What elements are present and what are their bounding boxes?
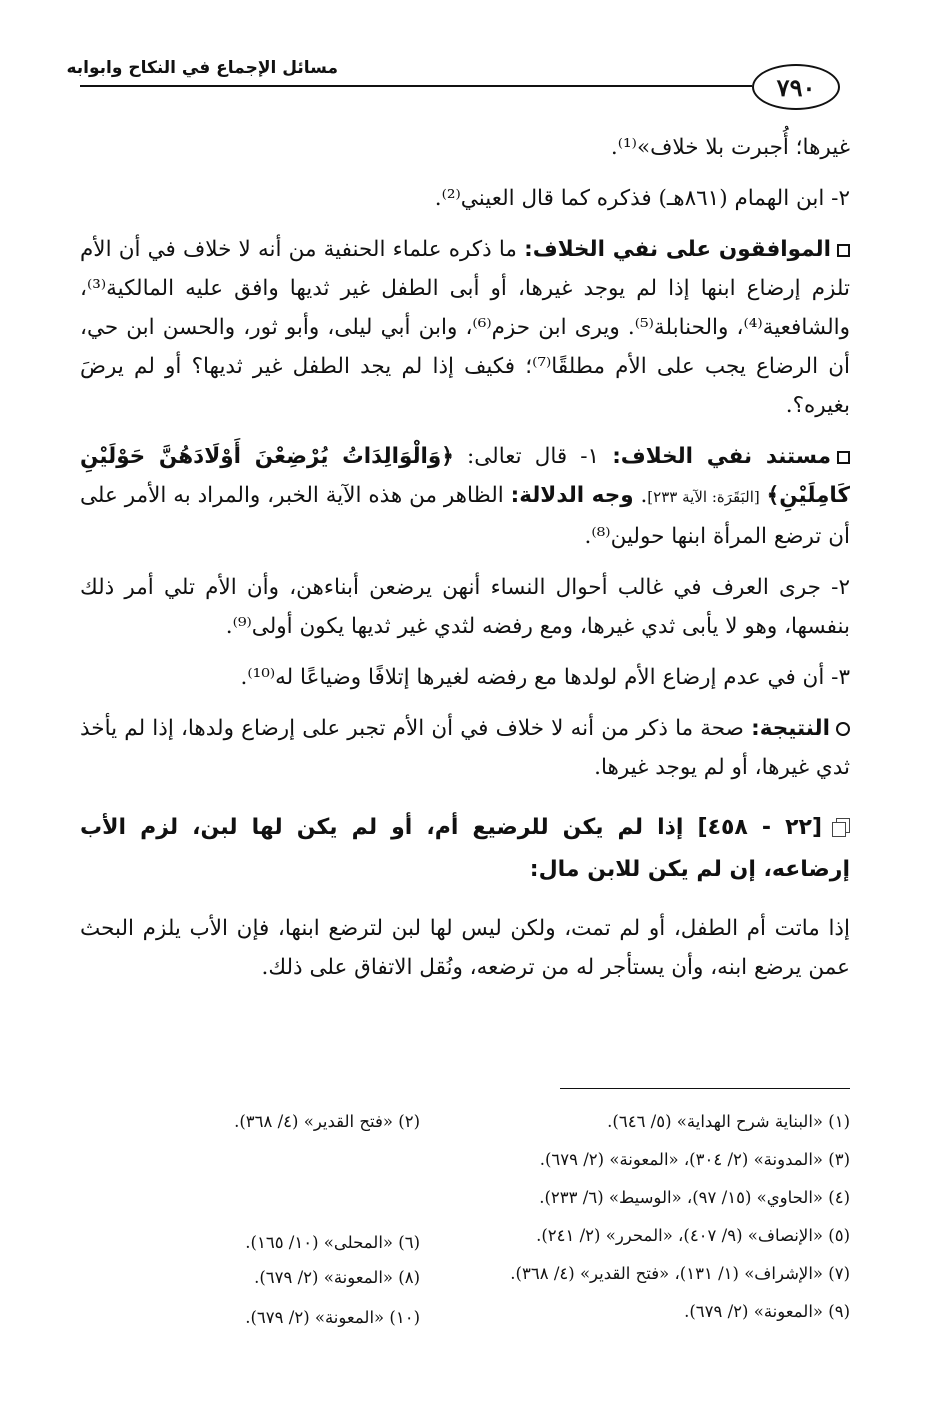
issue-heading-text: [٢٢ - ٤٥٨] إذا لم يكن للرضيع أم، أو لم يكن لها لبن، لزم الأب إرضاعه، إن لم يكن للابن مال: xyxy=(80,815,850,882)
square-bullet-icon xyxy=(837,244,850,257)
footnote-4: (٤) «الحاوي» (١٥/ ٩٧)، «الوسيط» (٦/ ٢٣٣). xyxy=(539,1188,850,1207)
paragraph-basis: مستند نفي الخلاف: ١- قال تعالى: ﴿وَالْوَالِدَاتُ يُرْضِعْنَ أَوْلَادَهُنَّ حَوْلَيْنِ كَامِلَيْنِ﴾ [البَقَرَة: الآية ٢٣٣]. وجه الدلالة: الظاهر من هذه الآية الخبر، والمراد به الأمر على أن ترضع المرأة ابنها حولين⁽⁸⁾. xyxy=(80,444,850,549)
paragraph-custom: ٢- جرى العرف في غالب أحوال النساء أنهن يرضعن أبناءهن، وأن الأم تلي أمر ذلك بنفسها، وهو لا يأبى ثدي غيرها، ومع رفضه لثدي غير ثديها يكون أولى⁽⁹⁾. xyxy=(80,575,850,639)
section-label-result: النتيجة: xyxy=(751,716,830,741)
footnote-7: (٧) «الإشراف» (١/ ١٣١)، «فتح القدير» (٤/ ٣٦٨). xyxy=(510,1264,850,1283)
paragraph-agreeing xyxy=(80,230,850,425)
paragraph-loss: ٣- أن في عدم إرضاع الأم لولدها مع رفضه لغيرها إتلافًا وضياعًا له⁽¹⁰⁾. xyxy=(240,665,850,690)
section-label-basis: مستند نفي الخلاف: xyxy=(612,444,831,469)
basis-intro: ١- قال تعالى: xyxy=(453,444,613,469)
quran-verse: ﴿وَالْوَالِدَاتُ يُرْضِعْنَ أَوْلَادَهُنَّ حَوْلَيْنِ كَامِلَيْنِ﴾ xyxy=(80,444,850,508)
issue-heading xyxy=(80,807,850,891)
footnote-1: (١) «البناية شرح الهداية» (٥/ ٦٤٦). xyxy=(607,1112,850,1131)
verse-reference: [البَقَرَة: الآية ٢٣٣] xyxy=(647,488,760,506)
footnote-6: (٦) «المحلى» (١٠/ ١٦٥). xyxy=(245,1233,420,1252)
paragraph-father-duty: إذا ماتت أم الطفل، أو لم تمت، ولكن ليس لها لبن لترضع ابنها، فإن الأب يلزم البحث عمن يرضع ابنه، وأن يستأجر له من ترضعه، ونُقل الاتفاق على ذلك. xyxy=(80,916,850,980)
header-rule xyxy=(80,85,752,87)
running-title: مسائل الإجماع في النكاح وابوابه xyxy=(66,58,338,78)
footnote-2: (٢) «فتح القدير» (٤/ ٣٦٨). xyxy=(234,1112,420,1131)
section-label-evidence: وجه الدلالة: xyxy=(510,483,634,508)
paragraph-quote-end: غيرها؛ أُجبرت بلا خلاف»⁽¹⁾. xyxy=(610,135,850,160)
main-text xyxy=(80,128,850,999)
evidence-text: الظاهر من هذه الآية الخبر، والمراد به الأمر على أن ترضع المرأة ابنها حولين⁽⁸⁾. xyxy=(80,483,850,549)
page-number: ٧٩٠ xyxy=(752,64,840,110)
result-text: صحة ما ذكر من أنه لا خلاف في أن الأم تجبر على إرضاع ولدها، إذا لم يأخذ ثدي غيرها، أو لم يوجد غيرها. xyxy=(80,716,850,780)
square-bullet-icon xyxy=(837,451,850,464)
agreeing-text: ما ذكره علماء الحنفية من أنه لا خلاف في أن الأم تلزم إرضاع ابنها إذا لم يوجد غيرها، أو أبى الطفل غير ثديها وافق عليه المالكية⁽³⁾، والشافعية⁽⁴⁾، والحنابلة⁽⁵⁾. ويرى ابن حزم⁽⁶⁾، وابن أبي ليلى، وأبو ثور، والحسن ابن حي، أن الرضاع يجب على الأم مطلقًا⁽⁷⁾؛ فكيف إذا لم يجد الطفل غير ثديها؟ أو لم يرضَ بغيره؟. xyxy=(80,237,850,418)
paragraph-ibn-alhumam: ٢- ابن الهمام (٨٦١هـ) فذكره كما قال العيني⁽²⁾. xyxy=(434,186,850,211)
section-label-agreeing: الموافقون على نفي الخلاف: xyxy=(524,237,831,262)
circle-bullet-icon xyxy=(836,722,850,736)
paragraph-result xyxy=(80,709,850,787)
footnote-5: (٥) «الإنصاف» (٩/ ٤٠٧)، «المحرر» (٢/ ٢٤١). xyxy=(536,1226,850,1245)
footnote-9: (٩) «المعونة» (٢/ ٦٧٩). xyxy=(684,1302,850,1321)
footnote-8: (٨) «المعونة» (٢/ ٦٧٩). xyxy=(254,1268,420,1287)
documents-icon xyxy=(830,818,850,838)
footnote-3: (٣) «المدونة» (٢/ ٣٠٤)، «المعونة» (٢/ ٦٧٩). xyxy=(539,1150,850,1169)
footnote-rule xyxy=(560,1088,850,1089)
footnote-10: (١٠) «المعونة» (٢/ ٦٧٩). xyxy=(245,1308,420,1327)
